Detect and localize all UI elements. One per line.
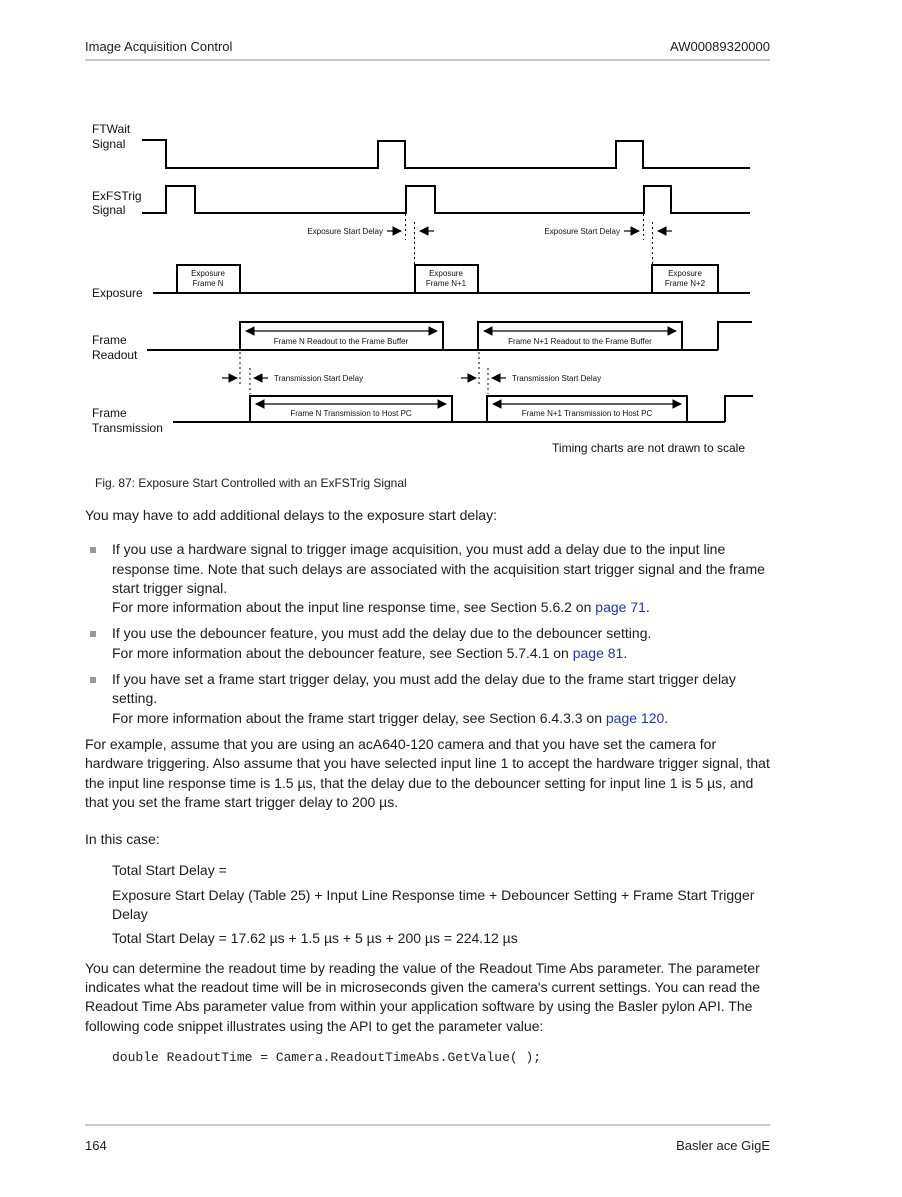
equation-line: Exposure Start Delay (Table 25) + Input Line Response time + Debouncer Setting + Frame Start Trigger Delay [112,886,755,923]
ftwait-label-line2: Signal [92,137,126,151]
exfstrig-waveform [142,186,750,213]
exposure-pulse-frame-n [177,265,240,293]
exposure-box-text: Exposure [191,269,225,278]
exposure-pulse-frame-n1 [415,265,478,293]
transmission-start-delay-annotation-2 [461,352,601,394]
exposure-box-text: Frame N [192,279,224,288]
ftwait-label-line1: FTWait [92,122,131,136]
frame-transmission-label-line2: Transmission [92,421,163,435]
bullet-item [85,540,777,617]
intro-paragraph: You may have to add additional delays to the exposure start delay: [85,507,497,523]
exposure-box-text: Exposure [429,269,463,278]
frame-transmission-label-line1: Frame [92,406,127,420]
exposure-box-text: Frame N+2 [664,279,706,288]
bullet-square-icon [90,547,96,553]
exposure-start-delay-annotation-2 [544,214,672,264]
timing-diagram [0,0,902,468]
scale-note: Timing charts are not drawn to scale [552,441,745,455]
figure-caption: Fig. 87: Exposure Start Controlled with an ExFSTrig Signal [95,476,407,490]
readout-box-text: Frame N Readout to the Frame Buffer [273,337,409,346]
page-link[interactable]: page 81 [572,644,624,661]
bullet-more-suffix: . [623,644,628,661]
exposure-box-text: Exposure [668,269,702,278]
equation-block [85,861,777,948]
bullet-square-icon [90,677,96,683]
readout-pulse-frame-n1 [478,322,682,350]
transmission-start-delay-annotation-1 [222,352,363,394]
body-content [85,506,777,1067]
exposure-box-text: Frame N+1 [425,279,467,288]
bullet-more-text: For more information about the frame start trigger delay, see Section 6.4.3.3 on [112,709,606,726]
in-this-case-line: In this case: [85,831,160,848]
exposure-start-delay-label: Exposure Start Delay [307,227,383,236]
bullet-text: If you use a hardware signal to trigger image acquisition, you must add a delay due to the input line response time. Note that such delays are associated with the acquisition start trigger signal and the frame start trigger signal. [112,541,765,596]
exposure-start-delay-label: Exposure Start Delay [544,227,620,236]
transmission-pulse-frame-n [250,396,452,422]
frame-readout-label-line2: Readout [92,348,138,362]
transmission-box-text: Frame N Transmission to Host PC [290,409,412,418]
transmission-box-text: Frame N+1 Transmission to Host PC [521,409,653,418]
frame-readout-label-line1: Frame [92,333,127,347]
bullet-item [85,624,777,663]
transmission-end-pulse [725,396,753,422]
exposure-start-delay-annotation-1 [307,214,434,264]
exposure-label: Exposure [92,286,143,300]
equation-line: Total Start Delay = [112,862,227,879]
footer-product-name: Basler ace GigE [676,1138,770,1153]
page-link[interactable]: page 120 [605,709,665,726]
bullet-more [112,598,777,617]
readout-end-pulse [718,322,752,350]
readout-time-paragraph: You can determine the readout time by reading the value of the Readout Time Abs parameter. The parameter indicates what the readout time will be in microseconds given the camera's current settings. You can read the Readout Time Abs parameter value from within your application software by using the Basler pylon API. The following code snippet illustrates using the API to get the parameter value: [85,959,761,1034]
exfstrig-label-line2: Signal [92,203,126,217]
delay-bullet-list [85,540,777,728]
readout-pulse-frame-n [240,322,443,350]
transmission-pulse-frame-n1 [487,396,687,422]
exfstrig-label-line1: ExFSTrig [92,189,142,203]
bullet-more [112,709,777,728]
exposure-pulse-frame-n2 [652,265,718,293]
bullet-text: If you use the debouncer feature, you must add the delay due to the debouncer setting. [112,625,652,642]
readout-box-text: Frame N+1 Readout to the Frame Buffer [508,337,652,346]
bullet-square-icon [90,631,96,637]
example-paragraph: For example, assume that you are using an acA640-120 camera and that you have set the camera for hardware triggering. Also assume that you have selected input line 1 to accept the hardware trigger signal, that the input line response time is 1.5 µs, that the delay due to the debouncer setting for input line 1 is 5 µs, and that you set the frame start trigger delay to 200 µs. [85,735,770,810]
ftwait-waveform [142,140,750,168]
footer-rule [85,1124,770,1126]
header-document-number: AW00089320000 [670,39,770,54]
page-link[interactable]: page 71 [595,599,646,616]
bullet-more-suffix: . [645,599,650,616]
equation-line: Total Start Delay = 17.62 µs + 1.5 µs + 5 µs + 200 µs = 224.12 µs [112,930,518,947]
page-number: 164 [85,1138,107,1153]
bullet-text: If you have set a frame start trigger delay, you must add the delay due to the frame start trigger delay setting. [112,671,736,707]
bullet-item [85,670,777,728]
bullet-more [112,644,777,663]
transmission-start-delay-label: Transmission Start Delay [512,374,602,383]
bullet-more-suffix: . [664,709,669,726]
bullet-more-text: For more information about the debouncer feature, see Section 5.7.4.1 on [112,644,573,661]
transmission-start-delay-label: Transmission Start Delay [274,374,364,383]
code-snippet: double ReadoutTime = Camera.ReadoutTimeAbs.GetValue( ); [112,1049,542,1065]
bullet-more-text: For more information about the input line response time, see Section 5.6.2 on [112,599,596,616]
header-section-title: Image Acquisition Control [85,39,233,54]
